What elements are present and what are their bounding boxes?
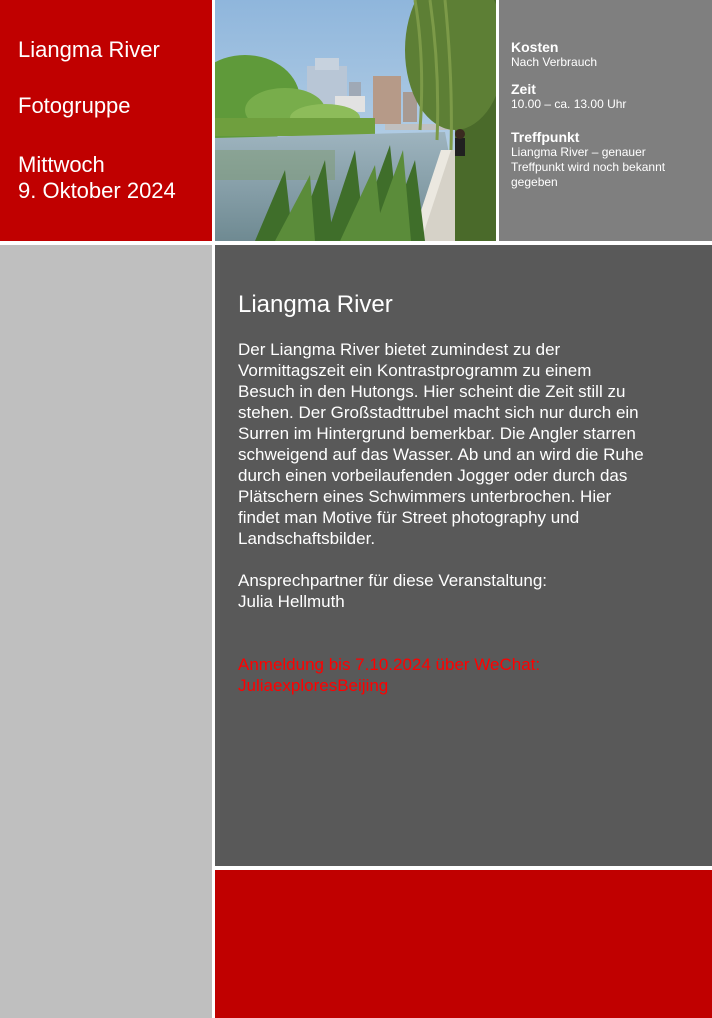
meeting-point-heading: Treffpunkt — [511, 129, 580, 145]
event-date: 9. Oktober 2024 — [18, 178, 176, 203]
registration-deadline: Anmeldung bis 7.10.2024 über WeChat: — [238, 655, 541, 674]
event-weekday: Mittwoch — [18, 152, 105, 177]
contact-label: Ansprechpartner für diese Veranstaltung: — [238, 571, 548, 590]
description-line: Landschaftsbilder. — [238, 529, 376, 548]
description-line: durch einen vorbeilaufenden Jogger oder durch das — [238, 466, 628, 485]
event-location-title: Liangma River — [18, 37, 160, 62]
title-block — [0, 0, 212, 241]
description-line: Besuch in den Hutongs. Hier scheint die Zeit still zu — [238, 382, 626, 401]
description-line: stehen. Der Großstadttrubel macht sich nur durch ein — [238, 403, 639, 422]
meeting-point-text-3: gegeben — [511, 175, 558, 189]
cost-heading: Kosten — [511, 39, 559, 55]
meeting-point-text-1: Liangma River – genauer — [511, 145, 646, 159]
meeting-point-text-2: Treffpunkt wird noch bekannt — [511, 160, 666, 174]
left-column-panel — [0, 245, 212, 1018]
contact-name: Julia Hellmuth — [238, 592, 345, 611]
cost-text: Nach Verbrauch — [511, 55, 598, 69]
description-line: Surren im Hintergrund bemerkbar. Die Angler starren — [238, 424, 636, 443]
group-name: Fotogruppe — [18, 93, 131, 118]
description-line: Plätschern eines Schwimmers unterbrochen. Hier — [238, 487, 612, 506]
main-title: Liangma River — [238, 291, 393, 318]
event-description — [238, 339, 690, 549]
event-info-block — [499, 0, 712, 241]
time-text: 10.00 – ca. 13.00 Uhr — [511, 97, 627, 111]
time-heading: Zeit — [511, 81, 536, 97]
main-content-block — [215, 245, 712, 866]
description-line: Vormittagszeit ein Kontrastprogramm zu einem — [238, 361, 592, 380]
river-photo-icon — [215, 0, 496, 241]
river-photo — [215, 0, 496, 241]
description-line: schweigend auf das Wasser. Ab und an wird die Ruhe — [238, 445, 644, 464]
description-line: Der Liangma River bietet zumindest zu der — [238, 340, 561, 359]
bottom-red-block — [215, 870, 712, 1018]
registration-wechat-id: JuliaexploresBeijing — [238, 676, 389, 695]
description-line: findet man Motive für Street photography und — [238, 508, 580, 527]
